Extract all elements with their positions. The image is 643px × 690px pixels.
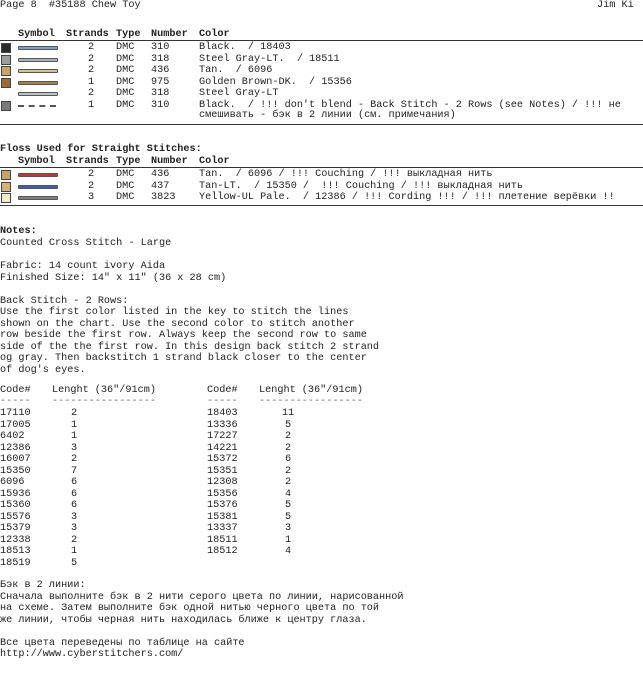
table-rule <box>0 205 643 206</box>
floss-line-sample <box>18 58 58 62</box>
note-line: Back Stitch - 2 Rows: <box>0 295 129 307</box>
note-line: Fabric: 14 count ivory Aida <box>0 261 166 272</box>
length-value: 2 <box>284 442 292 454</box>
color-swatch <box>1 182 11 192</box>
column-header: Type <box>116 156 141 167</box>
length-header-code: Code# <box>207 385 238 396</box>
page-header: Page 8 #35188 Chew Toy <box>0 0 141 11</box>
color-swatch <box>1 43 11 53</box>
length-code: 15379 <box>0 523 31 534</box>
floss-line-sample <box>18 196 58 200</box>
table-rule <box>0 40 643 41</box>
length-header-code: Code# <box>0 385 31 396</box>
length-value: 2 <box>70 454 78 465</box>
strands-cell: 2 <box>88 169 95 180</box>
length-value: 1 <box>70 431 78 442</box>
length-value: 4 <box>284 488 292 500</box>
color-cell: Yellow-UL Pale. / 12386 / !!! Cording !!! / !!! плетение верёвки !! <box>199 192 615 203</box>
type-cell: DMC <box>116 180 135 192</box>
color-cell: Golden Brown-DK. / 15356 <box>199 76 352 88</box>
color-swatch <box>1 55 11 65</box>
column-header: Number <box>151 29 188 40</box>
number-cell: 975 <box>151 76 170 88</box>
color-cell: Steel Gray-LT <box>199 88 279 99</box>
length-value: 4 <box>284 546 292 557</box>
length-header-length: Lenght (36"/91cm) <box>259 385 363 396</box>
length-value: 5 <box>284 419 292 431</box>
number-cell: 318 <box>151 53 170 65</box>
strands-cell: 2 <box>88 53 95 65</box>
length-code: 15372 <box>207 454 238 465</box>
length-value: 6 <box>70 500 78 511</box>
strands-cell: 2 <box>88 180 95 192</box>
note-line: side of the the first row. In this design back stitch 2 strand <box>0 341 380 353</box>
type-cell: DMC <box>116 99 135 111</box>
length-code: 15360 <box>0 500 31 511</box>
length-code: 15350 <box>0 465 31 477</box>
column-header: Color <box>199 156 230 167</box>
length-value: 3 <box>70 511 78 523</box>
length-value: 6 <box>284 454 292 465</box>
number-cell: 436 <box>151 169 170 180</box>
length-code: 13336 <box>207 419 238 431</box>
length-value: 2 <box>284 431 292 442</box>
length-value: 3 <box>284 523 292 534</box>
length-code: 17110 <box>0 408 31 419</box>
length-value: 6 <box>70 488 78 500</box>
russian-note-line: http://www.cyberstitchers.com/ <box>0 649 184 660</box>
straight-stitches-title: Floss Used for Straight Stitches: <box>0 144 202 155</box>
length-value: 6 <box>70 477 78 488</box>
floss-line-sample <box>18 173 58 177</box>
length-code: 15576 <box>0 511 31 523</box>
length-value: 5 <box>284 511 292 523</box>
color-cell: Black. / 18403 <box>199 42 291 53</box>
length-value: 3 <box>70 442 78 454</box>
number-cell: 3823 <box>151 192 176 203</box>
length-code: 18519 <box>0 557 31 569</box>
strands-cell: 2 <box>88 88 95 99</box>
notes-title: Notes: <box>0 226 37 237</box>
length-code: 6402 <box>0 431 25 442</box>
type-cell: DMC <box>116 76 135 88</box>
length-code: 18511 <box>207 534 238 546</box>
note-line: og gray. Then backstitch 1 strand black closer to the center <box>0 353 367 364</box>
backstitch-dashed-line <box>18 105 56 107</box>
note-line: shown on the chart. Use the second color to stitch another <box>0 318 355 330</box>
type-cell: DMC <box>116 53 135 65</box>
color-cell: Tan. / 6096 / !!! Couching / !!! выкладная нить <box>199 169 493 180</box>
column-header: Strands <box>66 156 109 167</box>
length-value: 2 <box>70 534 78 546</box>
number-cell: 318 <box>151 88 170 99</box>
length-value: 1 <box>70 546 78 557</box>
length-code: 6096 <box>0 477 25 488</box>
length-code: 14221 <box>207 442 238 454</box>
length-code: 12386 <box>0 442 31 454</box>
floss-line-sample <box>18 46 58 50</box>
length-value: 1 <box>70 419 78 431</box>
color-swatch <box>1 66 11 76</box>
number-cell: 310 <box>151 99 170 111</box>
color-cell: Black. / !!! don't blend - Back Stitch - 2 Rows (see Notes) / !!! не <box>199 99 621 111</box>
length-code: 18403 <box>207 408 238 419</box>
number-cell: 437 <box>151 180 170 192</box>
note-line: Finished Size: 14" x 11" (36 x 28 cm) <box>0 272 227 284</box>
table-rule <box>0 124 643 125</box>
russian-note-line: Все цвета переведены по таблице на сайте <box>0 637 245 649</box>
column-header: Color <box>199 29 230 40</box>
floss-line-sample <box>18 92 58 96</box>
length-divider: ----------------- <box>52 396 156 407</box>
color-swatch <box>1 193 11 203</box>
floss-line-sample <box>18 185 58 189</box>
length-code: 12308 <box>207 477 238 488</box>
type-cell: DMC <box>116 65 135 76</box>
length-value: 7 <box>70 465 78 477</box>
length-code: 16007 <box>0 454 31 465</box>
length-code: 15381 <box>207 511 238 523</box>
column-header: Strands <box>66 29 109 40</box>
note-line: Counted Cross Stitch - Large <box>0 238 172 249</box>
note-line: Use the first color listed in the key to stitch the lines <box>0 307 349 318</box>
russian-note-line: на схеме. Затем выполните бэк одной нитью черного цвета по той <box>0 603 380 614</box>
russian-note-line: Бэк в 2 линии: <box>0 580 86 591</box>
strands-cell: 1 <box>88 99 95 111</box>
length-code: 17005 <box>0 419 31 431</box>
strands-cell: 1 <box>88 76 95 88</box>
column-header: Symbol <box>18 156 55 167</box>
number-cell: 436 <box>151 65 170 76</box>
length-value: 2 <box>70 408 78 419</box>
length-value: 1 <box>284 534 292 546</box>
floss-line-sample <box>18 81 58 85</box>
length-code: 15351 <box>207 465 238 477</box>
color-cell: Tan-LT. / 15350 / !!! Couching / !!! выкладная нить <box>199 180 524 192</box>
strands-cell: 2 <box>88 42 95 53</box>
length-divider: ----------------- <box>259 396 363 407</box>
russian-note-line: Сначала выполните бэк в 2 нити серого цвета по линии, нарисованной <box>0 591 404 603</box>
length-value: 5 <box>70 557 78 569</box>
floss-line-sample <box>18 69 58 73</box>
length-code: 15936 <box>0 488 31 500</box>
length-code: 18513 <box>0 546 31 557</box>
length-code: 13337 <box>207 523 238 534</box>
length-divider: ----- <box>207 396 238 407</box>
color-swatch <box>1 170 11 180</box>
column-header: Type <box>116 29 141 40</box>
table-rule <box>0 167 643 168</box>
length-code: 18512 <box>207 546 238 557</box>
type-cell: DMC <box>116 88 135 99</box>
length-code: 12338 <box>0 534 31 546</box>
color-cell: Tan. / 6096 <box>199 65 273 76</box>
length-divider: ----- <box>0 396 31 407</box>
length-value: 5 <box>284 500 292 511</box>
note-line: row beside the first row. Always keep the second row to same <box>0 330 367 341</box>
type-cell: DMC <box>116 42 135 53</box>
color-cell-continued: смешивать - бэк в 2 линии (см. примечания) <box>199 110 456 121</box>
length-value: 11 <box>281 408 295 419</box>
length-value: 2 <box>284 477 292 488</box>
color-cell: Steel Gray-LT. / 18511 <box>199 53 340 65</box>
strands-cell: 2 <box>88 65 95 76</box>
strands-cell: 3 <box>88 192 95 203</box>
type-cell: DMC <box>116 192 135 203</box>
column-header: Symbol <box>18 29 55 40</box>
number-cell: 310 <box>151 42 170 53</box>
length-code: 15376 <box>207 500 238 511</box>
note-line: of dog's eyes. <box>0 364 86 376</box>
russian-note-line: же линии, чтобы черная нить находилась ближе к центру глаза. <box>0 614 367 626</box>
page-header-author: Jim Ki <box>597 0 634 11</box>
type-cell: DMC <box>116 169 135 180</box>
length-code: 17227 <box>207 431 238 442</box>
length-code: 15356 <box>207 488 238 500</box>
color-swatch <box>1 78 11 88</box>
color-swatch <box>1 101 11 111</box>
column-header: Number <box>151 156 188 167</box>
length-value: 3 <box>70 523 78 534</box>
length-value: 2 <box>284 465 292 477</box>
length-header-length: Lenght (36"/91cm) <box>52 385 156 396</box>
